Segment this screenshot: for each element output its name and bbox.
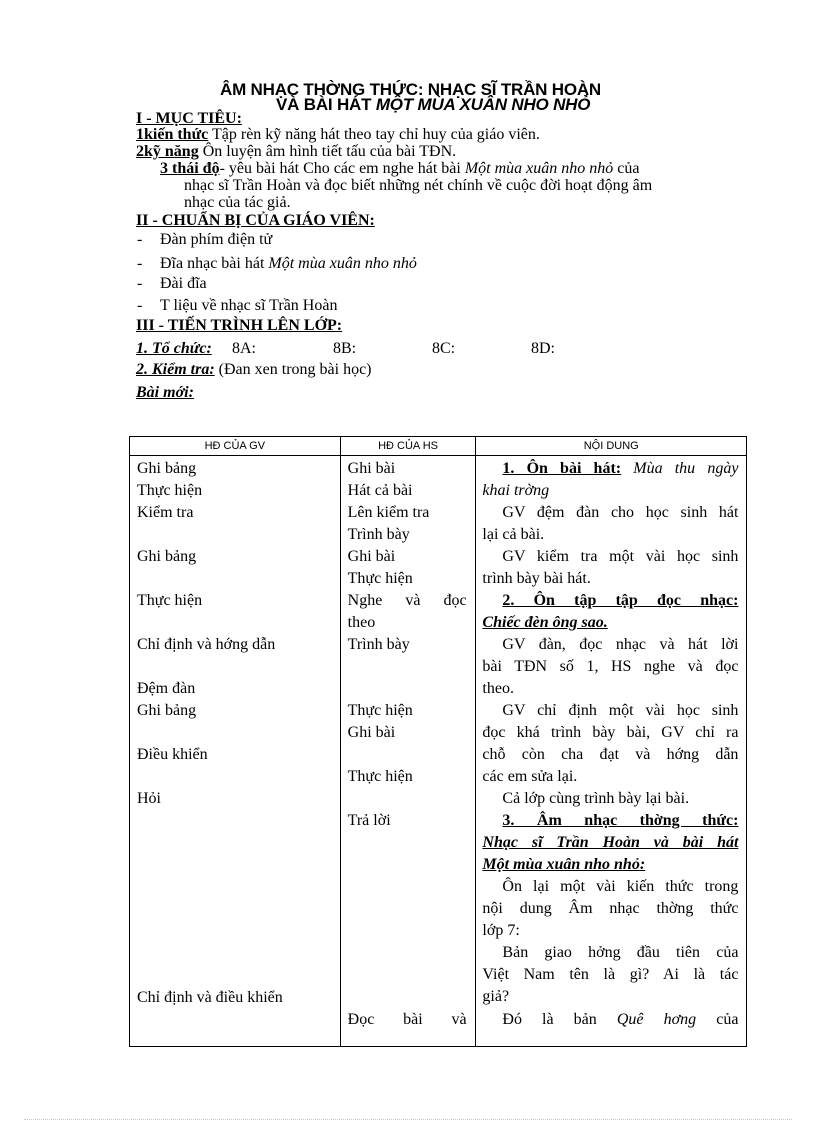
- class-8d: 8D:: [531, 340, 555, 357]
- header-content: NỘI DUNG: [476, 437, 747, 456]
- hs-item: Hát cả bài: [347, 482, 413, 499]
- knowledge-label: 1kiến thức: [136, 126, 209, 143]
- attitude-line: [160, 160, 639, 177]
- content-line: nội dung Âm nhạc thờng thức: [482, 900, 739, 917]
- prep-item-disc-text: Đĩa nhạc bài hát: [160, 255, 269, 272]
- check-label: 2. Kiểm tra:: [136, 361, 215, 378]
- bullet-marker: -: [137, 275, 143, 292]
- music-knowledge-title: Nhạc sĩ Trần Hoàn và bài hát: [482, 834, 739, 851]
- gv-item: Thực hiện: [137, 482, 203, 499]
- content-line: theo.: [482, 680, 514, 697]
- bullet-marker: -: [137, 297, 143, 314]
- content-line: Ôn lại một vài kiến thức trong: [502, 878, 739, 895]
- hs-item: Thực hiện: [347, 768, 413, 785]
- hs-item: Nghe và đọc: [347, 592, 467, 609]
- attitude-label: 3 thái độ: [160, 160, 220, 177]
- hs-item: Thực hiện: [347, 570, 413, 587]
- org-label: [136, 340, 212, 357]
- attitude-text: - yêu bài hát Cho các em nghe hát bài: [219, 160, 465, 177]
- gv-item: Chỉ định và điều khiển: [137, 989, 283, 1006]
- header-student: HĐ CỦA HS: [340, 437, 476, 456]
- table-header-row: [130, 437, 747, 456]
- music-knowledge-song: Một mùa xuân nho nhỏ:: [482, 856, 646, 873]
- content-line: chỗ còn cha đạt và hớng dẫn: [482, 746, 739, 763]
- content-line: GV kiểm tra một vài học sinh: [502, 548, 739, 565]
- content-line: đọc khá trình bày bài, GV chỉ ra: [482, 724, 739, 741]
- check-line: [136, 361, 372, 378]
- hs-item: Thực hiện: [347, 702, 413, 719]
- content-line: [482, 812, 738, 830]
- knowledge-line: [136, 126, 540, 143]
- content-line: Cả lớp cùng trình bày lại bài.: [502, 790, 690, 807]
- review-song-heading: 1. Ôn bài hát:: [502, 460, 622, 477]
- content-line: GV đàn, đọc nhạc và hát lời: [502, 636, 739, 653]
- hs-item: Lên kiểm tra: [347, 504, 430, 521]
- skill-line: [136, 143, 456, 160]
- content-line: Việt Nam tên là gì? Ai là tác: [482, 966, 739, 983]
- new-lesson-label: [136, 384, 194, 401]
- sight-reading-heading: 2. Ôn tập tập đọc nhạc:: [502, 592, 739, 609]
- class-8c: 8C:: [432, 340, 456, 357]
- bullet-marker: -: [137, 231, 143, 248]
- answer-song: Quê hơng: [616, 1011, 697, 1028]
- content-line: lớp 7:: [482, 922, 520, 939]
- class-8a: 8A:: [232, 340, 256, 357]
- hs-item: Đọc bài và: [347, 1011, 467, 1028]
- content-line: GV đệm đàn cho học sinh hát: [502, 504, 739, 521]
- attitude-song: Một mùa xuân nho nhỏ: [464, 160, 614, 177]
- hs-item: Trả lời: [347, 812, 391, 829]
- gv-item: Chỉ định và hớng dẫn: [137, 636, 276, 653]
- gv-item: Kiểm tra: [137, 504, 194, 521]
- hs-item: Ghi bài: [347, 460, 396, 477]
- new-lesson-text: Bài mới:: [136, 384, 194, 401]
- section-1-heading: I - MỤC TIÊU:: [136, 110, 242, 127]
- content-line: [482, 834, 738, 852]
- content-line: [482, 460, 738, 478]
- student-activity-cell: [340, 456, 476, 1047]
- hs-item: theo: [347, 614, 376, 631]
- content-line: lại cả bài.: [482, 526, 545, 543]
- page-subtitle: [276, 95, 590, 115]
- content-line: [482, 1011, 738, 1029]
- answer-text-end: của: [696, 1011, 739, 1028]
- subtitle-prefix: VÀ BÀI HÁT: [276, 95, 376, 114]
- review-song-title-end: khai trờng: [482, 482, 550, 499]
- hs-item: Trình bày: [347, 636, 410, 653]
- section-3-heading: III - TIẾN TRÌNH LÊN LỚP:: [136, 317, 343, 334]
- knowledge-text: Tập rèn kỹ năng hát theo tay chỉ huy của giáo viên.: [208, 126, 540, 143]
- hs-item: Trình bày: [347, 526, 410, 543]
- content-cell: [476, 456, 747, 1047]
- teacher-activity-cell: [130, 456, 341, 1047]
- gv-item: Đệm đàn: [137, 680, 196, 697]
- attitude-line-3: nhạc của tác giả.: [184, 194, 291, 211]
- check-text: (Đan xen trong bài học): [214, 361, 372, 378]
- attitude-text-end: của: [613, 160, 640, 177]
- content-line: các em sửa lại.: [482, 768, 578, 785]
- skill-label: 2kỹ năng: [136, 143, 199, 160]
- content-line: giả?: [482, 988, 510, 1005]
- answer-text: Đó là bản: [502, 1011, 617, 1028]
- review-song-title: Mùa thu ngày: [621, 460, 739, 477]
- hs-item: Ghi bài: [347, 548, 396, 565]
- page-bottom-divider: [24, 1119, 792, 1120]
- gv-item: Điều khiển: [137, 746, 208, 763]
- music-knowledge-heading: 3. Âm nhạc thờng thức:: [502, 812, 739, 829]
- table-row: [130, 456, 747, 1047]
- org-label-text: 1. Tổ chức:: [136, 340, 212, 357]
- content-line: [482, 856, 738, 874]
- page-title: ÂM NHẠC THỜNG THỨC: NHẠC SĨ TRẦN HOÀN: [220, 80, 602, 99]
- prep-item-disc-song: Một mùa xuân nho nhỏ: [268, 255, 417, 272]
- gv-item: Ghi bảng: [137, 460, 197, 477]
- prep-item-player: Đài đĩa: [160, 275, 207, 292]
- bullet-marker: -: [137, 255, 143, 272]
- gv-item: Ghi bảng: [137, 702, 197, 719]
- prep-item-disc: [160, 255, 417, 272]
- skill-text: Ôn luyện âm hình tiết tấu của bài TĐN.: [198, 143, 457, 160]
- gv-item: Thực hiện: [137, 592, 203, 609]
- attitude-line-2: nhạc sĩ Trần Hoàn và đọc biết những nét chính về cuộc đời hoạt động âm: [184, 177, 653, 194]
- content-line: Bản giao hởng đầu tiên của: [502, 944, 739, 961]
- content-line: trình bày bài hát.: [482, 570, 591, 587]
- content-line: [482, 614, 738, 632]
- content-line: [482, 482, 738, 500]
- hs-item: Ghi bài: [347, 724, 396, 741]
- gv-item: Hỏi: [137, 790, 161, 807]
- subtitle-song: MỘT MÙA XUÂN NHO NHỎ: [375, 95, 591, 114]
- content-line: GV chỉ định một vài học sinh: [502, 702, 739, 719]
- prep-item-documents: T liệu về nhạc sĩ Trần Hoàn: [160, 297, 338, 314]
- content-line: bài TĐN số 1, HS nghe và đọc: [482, 658, 739, 675]
- header-teacher: HĐ CỦA GV: [130, 437, 341, 456]
- lesson-table: [129, 436, 747, 1047]
- prep-item-keyboard: Đàn phím điện tử: [160, 231, 273, 248]
- content-line: [482, 592, 738, 610]
- sight-reading-title: Chiếc đèn ông sao.: [482, 614, 608, 631]
- gv-item: Ghi bảng: [137, 548, 197, 565]
- section-2-heading: II - CHUẨN BỊ CỦA GIÁO VIÊN:: [136, 212, 375, 229]
- class-8b: 8B:: [333, 340, 357, 357]
